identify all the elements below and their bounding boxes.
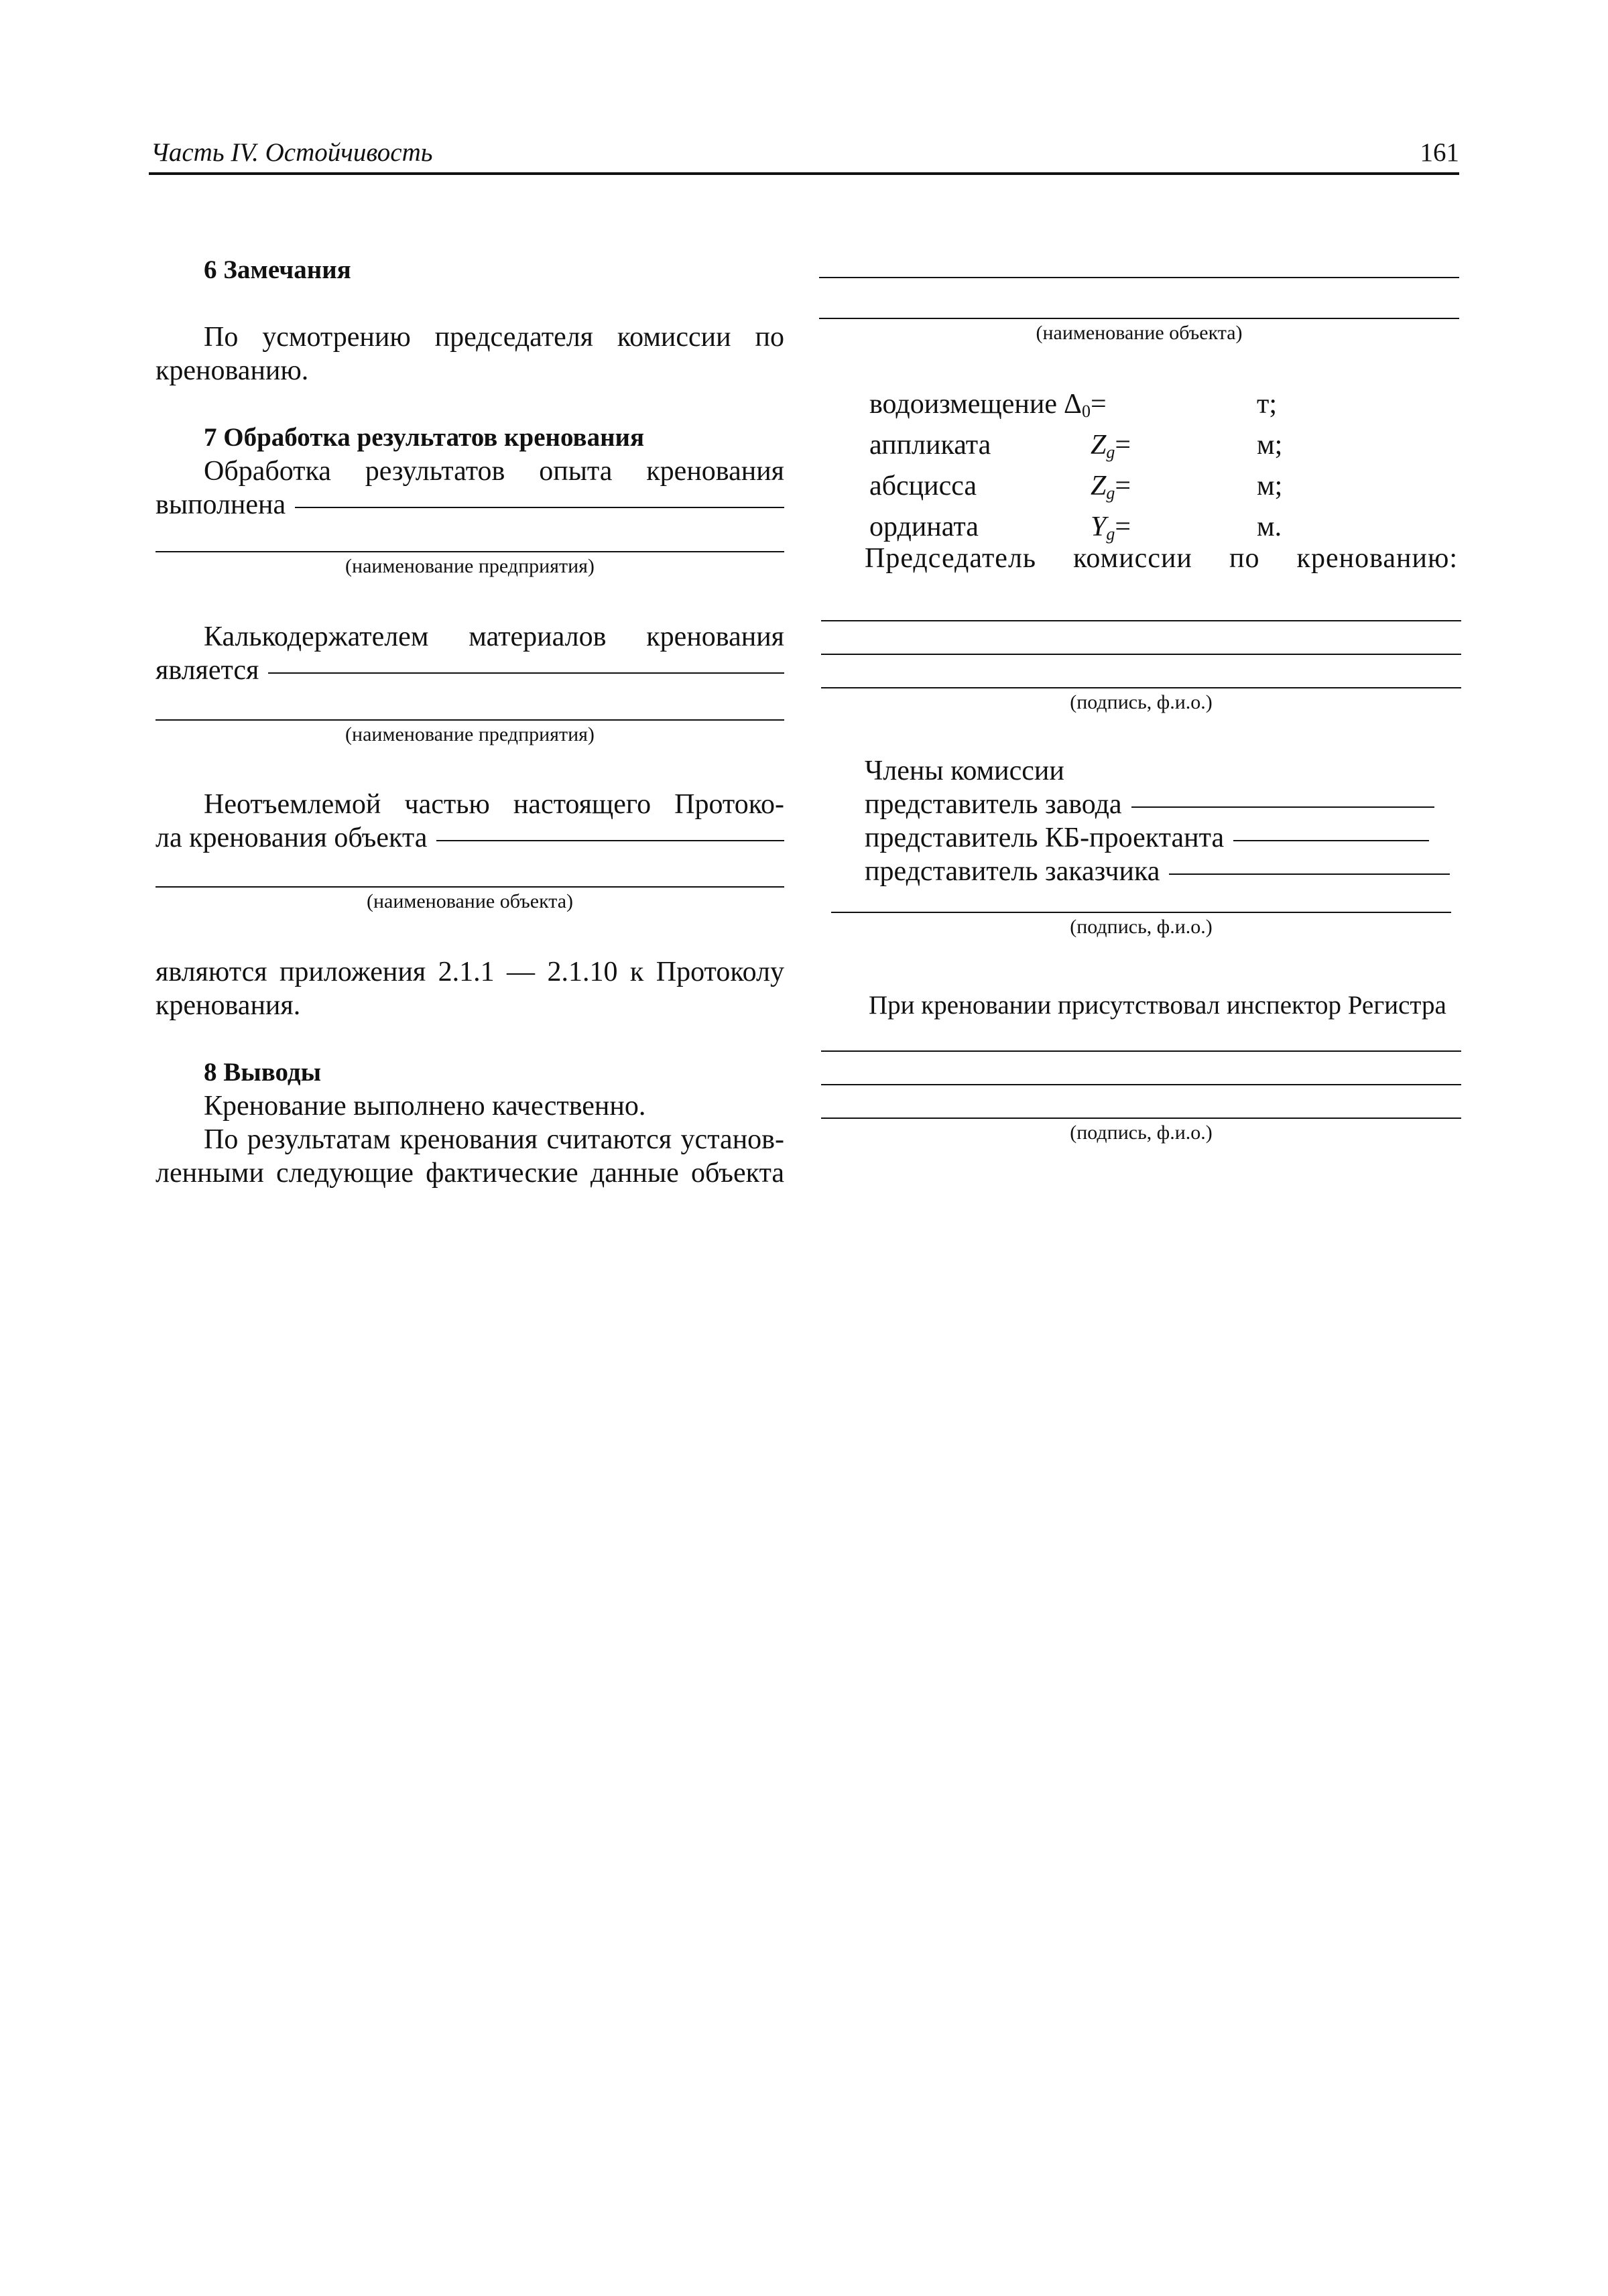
signature-caption: (подпись, ф.и.о.) bbox=[1070, 916, 1213, 938]
enterprise-caption-2 bbox=[156, 719, 784, 746]
value-row bbox=[869, 387, 1282, 428]
holder-fill bbox=[156, 654, 784, 687]
value-unit: т; bbox=[1257, 389, 1278, 420]
value-symbol: $Y_g=$ bbox=[1090, 511, 1131, 544]
object-caption-right bbox=[819, 318, 1459, 345]
inspector-line-1[interactable] bbox=[821, 1050, 1461, 1052]
running-header-title: Часть IV. Остойчивость bbox=[151, 138, 433, 167]
value-row bbox=[869, 469, 1282, 510]
part-fill bbox=[156, 821, 784, 855]
value-unit: м. bbox=[1257, 511, 1282, 542]
value-label: ордината bbox=[869, 511, 979, 542]
inspector-text: При креновании присутствовал инспектор Регистра bbox=[869, 991, 1446, 1020]
part-block bbox=[156, 788, 784, 855]
members-signature bbox=[831, 912, 1451, 939]
section-7-fill bbox=[156, 488, 784, 522]
part-fill-line[interactable] bbox=[436, 840, 784, 841]
signature-caption: (подпись, ф.и.о.) bbox=[1070, 1122, 1213, 1144]
section-8-title: 8 Выводы bbox=[204, 1058, 322, 1087]
enterprise-caption-1 bbox=[156, 551, 784, 578]
chairman-heading: Председатель комиссии по кренованию: bbox=[865, 543, 1458, 574]
chairman-signature bbox=[821, 687, 1461, 714]
enterprise-caption-text: (наименование предприятия) bbox=[345, 555, 595, 577]
value-label: аппликата bbox=[869, 430, 991, 461]
section-7-word: выполнена bbox=[156, 489, 286, 520]
holder-text-1: Калькодержателем материалов кренования bbox=[204, 621, 784, 652]
member-fill-line[interactable] bbox=[1233, 840, 1429, 841]
member-label: представитель КБ-проектанта bbox=[865, 823, 1225, 853]
section-6-title: 6 Замечания bbox=[204, 255, 351, 284]
inspector-signature bbox=[821, 1117, 1461, 1144]
members-block bbox=[865, 754, 1458, 888]
value-label: абсцисса bbox=[869, 471, 977, 501]
member-row bbox=[865, 788, 1434, 821]
section-8-body bbox=[156, 1089, 784, 1190]
value-blank[interactable] bbox=[1137, 387, 1257, 428]
object-fill-line-1[interactable] bbox=[819, 277, 1459, 278]
object-values-table bbox=[869, 387, 1282, 551]
part-text-2: ла кренования объекта bbox=[156, 823, 428, 853]
chairman-line-2[interactable] bbox=[821, 654, 1461, 655]
holder-block bbox=[156, 620, 784, 687]
section-7-body bbox=[156, 455, 784, 522]
part-text-1: Неотъемлемой частью настоящего Протоко- bbox=[204, 789, 784, 820]
value-unit: м; bbox=[1257, 430, 1283, 461]
section-8-text-2b: ленными следующие фактические данные объекта bbox=[156, 1158, 784, 1189]
signature-caption: (подпись, ф.и.о.) bbox=[1070, 691, 1213, 713]
value-symbol: $\Delta_0=$ bbox=[1064, 389, 1107, 421]
section-6 bbox=[156, 253, 784, 287]
section-7-text: Обработка результатов опыта кренования bbox=[204, 456, 784, 487]
enterprise-fill-line[interactable] bbox=[295, 507, 784, 508]
member-label: представитель заказчика bbox=[865, 856, 1160, 887]
chairman-line-1[interactable] bbox=[821, 620, 1461, 621]
member-fill-line[interactable] bbox=[1131, 806, 1434, 808]
section-7-title: 7 Обработка результатов кренования bbox=[204, 423, 645, 452]
holder-text-2: является bbox=[156, 655, 259, 686]
value-blank[interactable] bbox=[1137, 428, 1257, 469]
value-blank[interactable] bbox=[1137, 469, 1257, 510]
enterprise-caption-text: (наименование предприятия) bbox=[345, 723, 595, 745]
value-label: водоизмещение bbox=[869, 389, 1057, 420]
value-symbol: $Z_g=$ bbox=[1090, 471, 1131, 503]
section-8-text-2a: По результатам кренования считаются установ- bbox=[204, 1124, 784, 1155]
object-caption-left bbox=[156, 886, 784, 913]
value-row bbox=[869, 428, 1282, 469]
member-fill-line[interactable] bbox=[1169, 873, 1450, 875]
inspector-line-2[interactable] bbox=[821, 1084, 1461, 1085]
header-rule bbox=[149, 172, 1459, 175]
page-number: 161 bbox=[1420, 138, 1459, 167]
member-row bbox=[865, 855, 1450, 888]
object-caption-text: (наименование объекта) bbox=[1036, 322, 1243, 344]
value-unit: м; bbox=[1257, 471, 1283, 501]
object-caption-text: (наименование объекта) bbox=[366, 890, 574, 912]
value-symbol: $Z_g=$ bbox=[1090, 430, 1131, 462]
section-6-text: По усмотрению председателя комиссии по кренованию. bbox=[156, 322, 784, 386]
members-title: Члены комиссии bbox=[865, 756, 1064, 786]
section-8-text-1: Кренование выполнено качественно. bbox=[204, 1091, 646, 1122]
member-label: представитель завода bbox=[865, 789, 1122, 820]
member-row bbox=[865, 821, 1429, 855]
holder-fill-line[interactable] bbox=[268, 672, 784, 674]
appendix-text: являются приложения 2.1.1 — 2.1.10 к Протоколу кренования. bbox=[156, 957, 784, 1021]
